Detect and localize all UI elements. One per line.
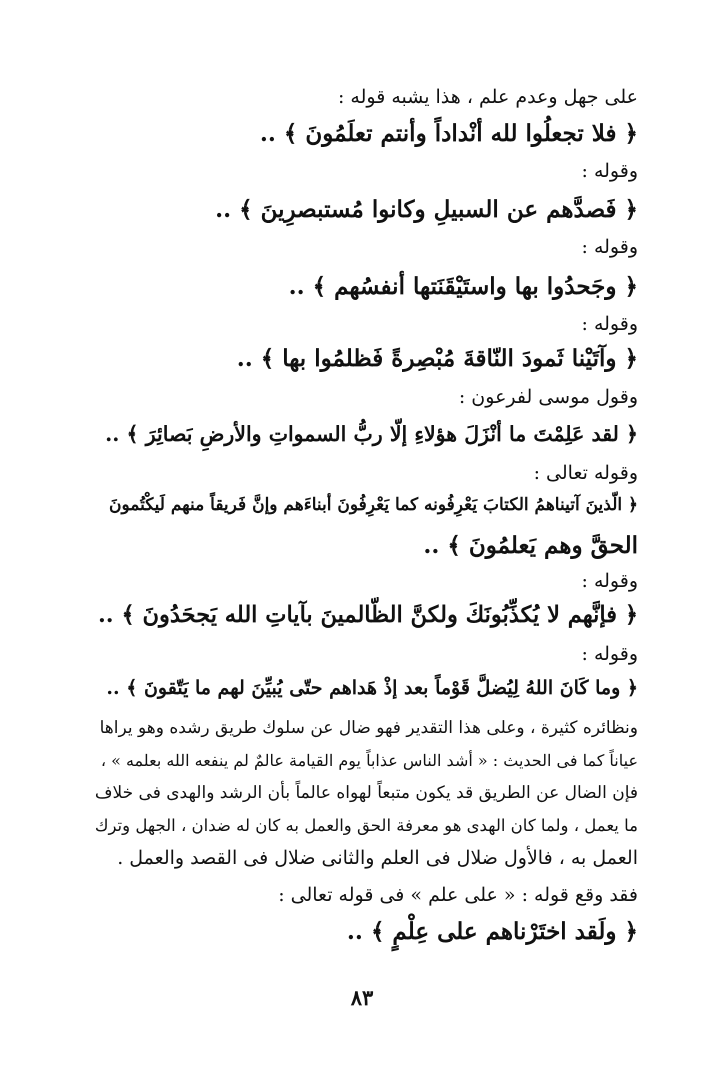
paragraph-line: ونظائره كثيرة ، وعلى هذا التقدير فهو ضال عن سلوك طريق رشده وهو يراها [99,718,638,738]
quran-verse: ﴿ وجَحدُوا بها واستَيْقَنَتها أنفسُهم ﴾ .. [288,273,638,300]
quran-verse: ﴿ ولَقد اختَرْناهم على عِلْمٍ ﴾ .. [346,918,638,945]
quran-verse: ﴿ الّذينَ آتيناهمُ الكتابَ يَعْرِفُونه كما يَعْرِفُونَ أبناءَهم وإنَّ فَريقاً منهم لَيكْتُمونَ [109,495,638,515]
text-line: على جهل وعدم علم ، هذا يشبه قوله : [337,86,638,108]
page-number: ٨٣ [350,985,374,1010]
text-line: وقوله : [581,236,638,258]
paragraph-line: ما يعمل ، ولما كان الهدى هو معرفة الحق والعمل به كان له ضدان ، الجهل وترك [94,815,638,835]
text-line: وقوله : [581,160,638,182]
text-line: وقوله : [581,643,638,665]
paragraph-line: عياناً كما فى الحديث : « أشد الناس عذاباً يوم القيامة عالمٌ لم ينفعه الله بعلمه » ، [100,750,638,770]
quran-verse: ﴿ لقد عَلِمْتَ ما أنْزَلَ هؤلاءِ إلّا ربُّ السمواتِ والأرضِ بَصائِرَ ﴾ .. [105,422,638,446]
quran-verse: ﴿ فإنَّهم لا يُكذِّبُونَكَ ولكنَّ الظّالمينَ بآياتِ الله يَجحَدُونَ ﴾ .. [97,602,638,628]
quran-verse: ﴿ فلا تجعلُوا لله أنْداداً وأنتم تعلَمُونَ ﴾ .. [259,120,638,147]
quran-verse: ﴿ وما كَانَ اللهُ لِيُضلَّ قَوْماً بعد إذْ هَداهم حتّى يُبيِّنَ لهم ما يَتّقونَ ﴾ .. [106,677,638,699]
quran-verse: ﴿ وآتَيْنا ثَمودَ النّاقةَ مُبْصِرةً فَظلمُوا بها ﴾ .. [236,345,638,372]
paragraph-line: العمل به ، فالأول ضلال فى العلم والثانى ضلال فى القصد والعمل . [117,847,638,870]
quran-verse-continuation: الحقَّ وهم يَعلمُونَ ﴾ .. [423,532,638,559]
paragraph-line: فإن الضال عن الطريق قد يكون متبعاً لهواه عالماً بأن الرشد والهدى فى خلاف [94,783,638,804]
body-paragraph [96,712,638,875]
text-line: فقد وقع قوله : « على علم » فى قوله تعالى : [278,884,638,906]
text-line: وقول موسى لفرعون : [458,386,638,408]
text-line: وقوله : [581,313,638,335]
text-line: وقوله : [581,570,638,592]
text-line: وقوله تعالى : [533,462,638,484]
quran-verse: ﴿ فَصدَّهم عن السبيلِ وكانوا مُستبصرِينَ ﴾ .. [215,196,638,223]
